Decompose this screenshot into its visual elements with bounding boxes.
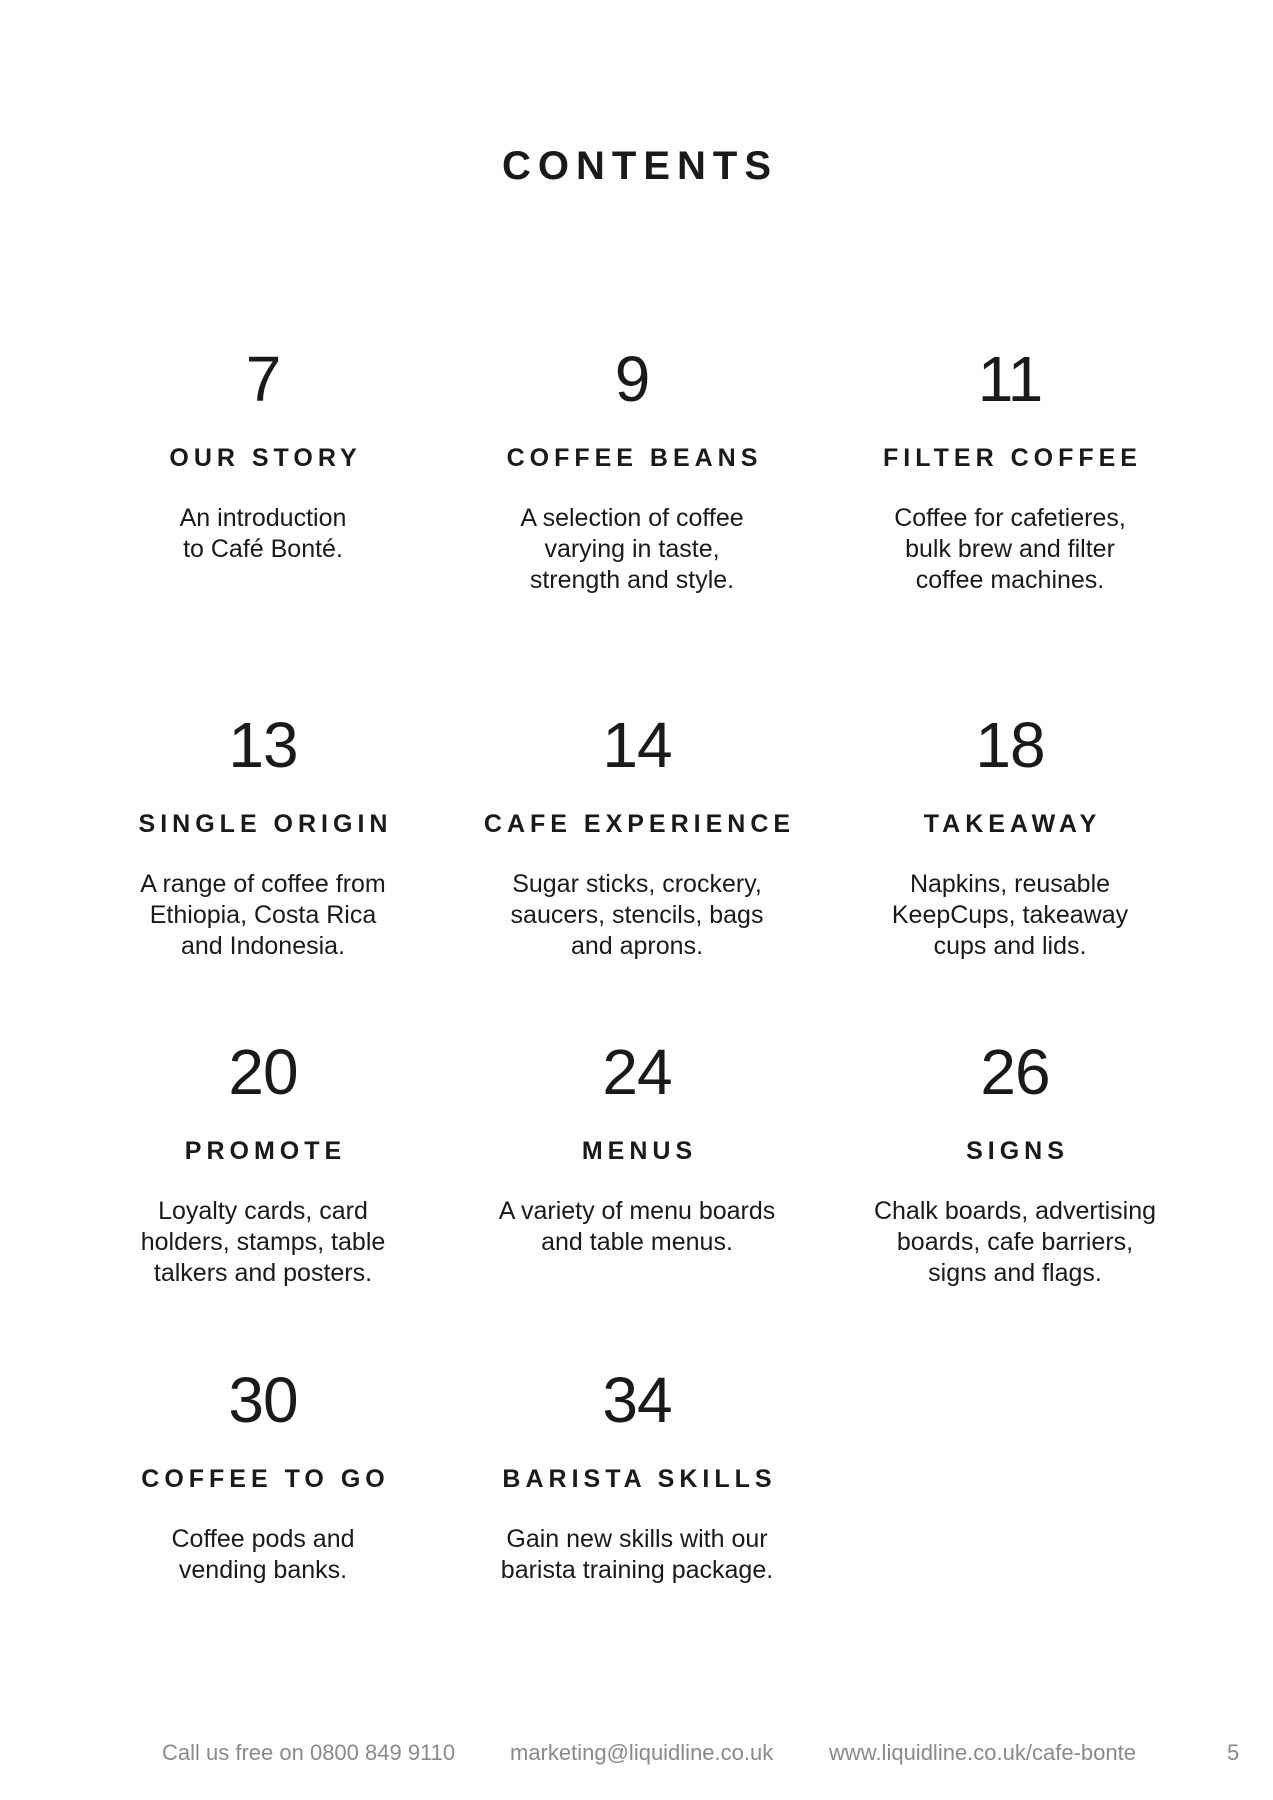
section-heading: FILTER COFFEE [883, 444, 1142, 472]
section-description: A range of coffee from Ethiopia, Costa Rica and Indonesia. [140, 870, 386, 960]
contents-entry-signs[interactable] [835, 1036, 1195, 1289]
section-heading: SINGLE ORIGIN [138, 810, 393, 838]
contents-entry-single-origin[interactable] [83, 709, 443, 962]
section-description: Sugar sticks, crockery, saucers, stencils, bags and aprons. [510, 870, 764, 960]
page-number: 26 [980, 1036, 1050, 1108]
section-description: Coffee for cafetieres, bulk brew and filter coffee machines. [894, 504, 1126, 594]
footer-page-number: 5 [1227, 1740, 1240, 1765]
page-number: 13 [228, 709, 298, 781]
contents-entry-takeaway[interactable] [830, 709, 1190, 962]
page-number: 11 [977, 343, 1043, 415]
section-heading: CAFE EXPERIENCE [483, 810, 796, 838]
section-heading: COFFEE TO GO [141, 1465, 390, 1493]
section-heading: SIGNS [966, 1137, 1069, 1165]
contents-entry-coffee-to-go[interactable] [83, 1364, 443, 1586]
contents-entry-filter-coffee[interactable] [830, 343, 1190, 596]
page-number: 9 [614, 343, 650, 415]
section-description: Gain new skills with our barista training package. [500, 1525, 774, 1584]
section-heading: MENUS [581, 1137, 698, 1165]
section-description: A selection of coffee varying in taste, strength and style. [520, 504, 744, 594]
page-number: 24 [602, 1036, 672, 1108]
section-heading: PROMOTE [184, 1137, 347, 1165]
page-number: 34 [602, 1364, 672, 1436]
contents-entry-coffee-beans[interactable] [452, 343, 812, 596]
section-description: Loyalty cards, card holders, stamps, table talkers and posters. [140, 1197, 386, 1287]
section-description: Coffee pods and vending banks. [171, 1525, 355, 1584]
contents-entry-cafe-experience[interactable] [457, 709, 817, 962]
section-description: Chalk boards, advertising boards, cafe barriers, signs and flags. [873, 1197, 1157, 1287]
page-number: 18 [975, 709, 1045, 781]
contents-entry-barista-skills[interactable] [457, 1364, 817, 1586]
contents-entry-our-story[interactable] [83, 343, 443, 565]
page-number: 7 [245, 343, 281, 415]
footer-email-link[interactable]: marketing@liquidline.co.uk [510, 1740, 774, 1765]
contents-entry-promote[interactable] [83, 1036, 443, 1289]
section-description: Napkins, reusable KeepCups, takeaway cups and lids. [891, 870, 1129, 960]
page-number: 30 [228, 1364, 298, 1436]
section-description: An introduction to Café Bonté. [179, 504, 347, 563]
section-description: A variety of menu boards and table menus. [498, 1197, 776, 1256]
section-heading: TAKEAWAY [923, 810, 1102, 838]
footer-phone: Call us free on 0800 849 9110 [162, 1740, 456, 1765]
contents-entry-menus[interactable] [457, 1036, 817, 1258]
section-heading: COFFEE BEANS [506, 444, 763, 472]
page-number: 20 [228, 1036, 298, 1108]
page-title: CONTENTS [502, 144, 778, 188]
page-number: 14 [602, 709, 672, 781]
section-heading: BARISTA SKILLS [502, 1465, 777, 1493]
section-heading: OUR STORY [169, 444, 362, 472]
footer-website-link[interactable]: www.liquidline.co.uk/cafe-bonte [829, 1740, 1136, 1765]
